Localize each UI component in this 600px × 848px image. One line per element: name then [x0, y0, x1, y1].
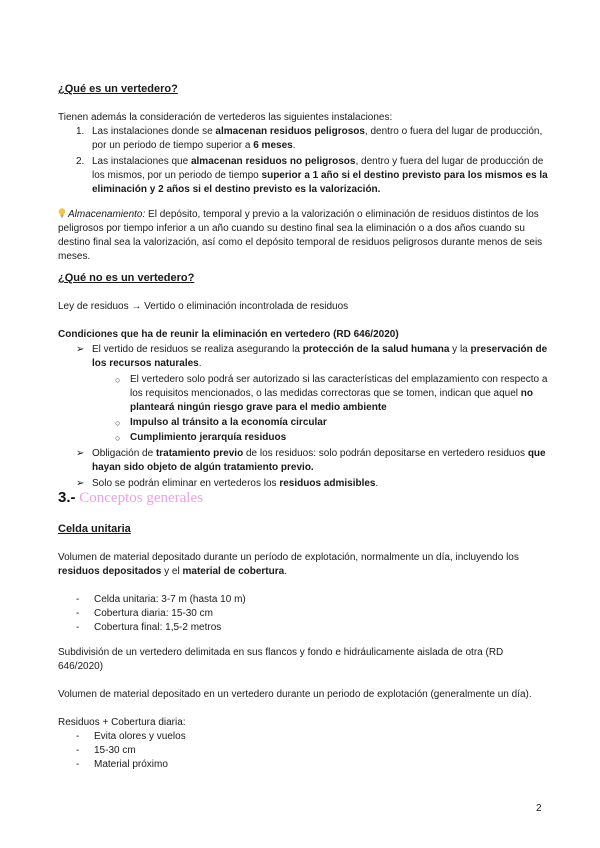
list-item: ○ Impulso al tránsito a la economía circular	[115, 417, 327, 428]
list-number: 2.	[76, 156, 85, 167]
lightbulb-icon	[58, 208, 66, 218]
circle-bullet-icon: ○	[115, 418, 121, 428]
list-item: ○ Cumplimiento jerarquía residuos	[115, 432, 287, 443]
list-item: ➢ El vertido de residuos se realiza asegurando la protección de la salud humana y la preservación de los recursos naturales.	[76, 344, 548, 369]
dash-bullet: -	[76, 608, 80, 619]
dash-bullet: -	[76, 594, 80, 605]
arrow-bullet-icon: ➢	[76, 448, 85, 459]
celda-paragraph: Volumen de material depositado durante un período de explotación, normalmente un día, incluyendo los residuos depositados y el material de cobertura.	[58, 552, 519, 577]
list-item: - 15-30 cm	[76, 745, 136, 756]
list-item: - Evita olores y vuelos	[76, 731, 186, 742]
section-number: 3.-	[58, 489, 76, 506]
conditions-title: Condiciones que ha de reunir la eliminación en vertedero (RD 646/2020)	[58, 329, 399, 340]
heading-que-es-vertedero: ¿Qué es un vertedero?	[58, 83, 178, 95]
heading-celda-unitaria: Celda unitaria	[58, 523, 131, 535]
residuos-cobertura-line: Residuos + Cobertura diaria:	[58, 717, 186, 728]
circle-bullet-icon: ○	[115, 375, 121, 385]
cobertura-list	[58, 730, 548, 772]
list-item: - Cobertura final: 1,5-2 metros	[76, 622, 222, 633]
arrow-bullet-icon: ➢	[76, 478, 85, 489]
note-text: El depósito, temporal y previo a la valorización o eliminación de residuos distintos de los peligrosos por tiempo inferior a un año cuando su destino final sea la eliminación o a dos años cuando su destino final sea la valorización, así como el depósito temporal de residuos peligrosos durante menos de seis meses.	[58, 209, 543, 262]
list-item: 2. Las instalaciones que almacenan residuos no peligrosos, dentro y fuera del lugar de producción de los mismos, por un periodo de tiempo superior a 1 año si el destino previsto para los mismos es la eliminación y 2 años si el destino previsto es la valorización.	[76, 156, 548, 195]
list-item: 1. Las instalaciones donde se almacenan residuos peligrosos, dentro o fuera del lugar de producción, por un periodo de tiempo superior a 6 meses.	[76, 126, 543, 151]
arrow-bullet-icon: ➢	[76, 344, 85, 355]
subdivision-paragraph: Subdivisión de un vertedero delimitada en sus flancos y fondo e hidráulicamente aislada de otra (RD 646/2020)	[58, 647, 504, 672]
heading-que-no-es-vertedero: ¿Qué no es un vertedero?	[58, 272, 195, 284]
list-item: ○ El vertedero solo podrá ser autorizado si las características del emplazamiento con respecto a los requisitos mencionados, o las medidas correctoras que se tomen, indican que aquel no planteará ningún riesgo grave para el medio ambiente	[115, 374, 548, 413]
list-number: 1.	[76, 126, 85, 137]
intro-paragraph: Tienen además la consideración de vertederos las siguientes instalaciones:	[58, 112, 393, 123]
dash-bullet: -	[76, 622, 80, 633]
note-label: Almacenamiento:	[68, 209, 146, 220]
conditions-list	[58, 343, 548, 491]
storage-note	[58, 207, 548, 264]
section-title	[58, 489, 548, 507]
installations-list	[58, 125, 548, 197]
dash-bullet: -	[76, 745, 80, 756]
dash-bullet: -	[76, 731, 80, 742]
list-item: - Material próximo	[76, 759, 168, 770]
dash-bullet: -	[76, 759, 80, 770]
list-item: ➢ Solo se podrán eliminar en vertederos los residuos admisibles.	[76, 478, 379, 489]
page-number: 2	[536, 803, 542, 814]
section-title-text: Conceptos generales	[75, 490, 203, 506]
ley-line: Ley de residuos → Vertido o eliminación incontrolada de residuos	[58, 301, 349, 312]
list-item: - Cobertura diaria: 15-30 cm	[76, 608, 213, 619]
list-item: - Celda unitaria: 3-7 m (hasta 10 m)	[76, 594, 246, 605]
dimensions-list	[58, 593, 548, 635]
volumen-paragraph: Volumen de material depositado en un vertedero durante un periodo de explotación (generalmente un día).	[58, 689, 532, 700]
list-item: ➢ Obligación de tratamiento previo de los residuos: solo podrán depositarse en vertedero residuos que hayan sido objeto de algún tratamiento previo.	[76, 448, 546, 473]
circle-bullet-icon: ○	[115, 433, 121, 443]
